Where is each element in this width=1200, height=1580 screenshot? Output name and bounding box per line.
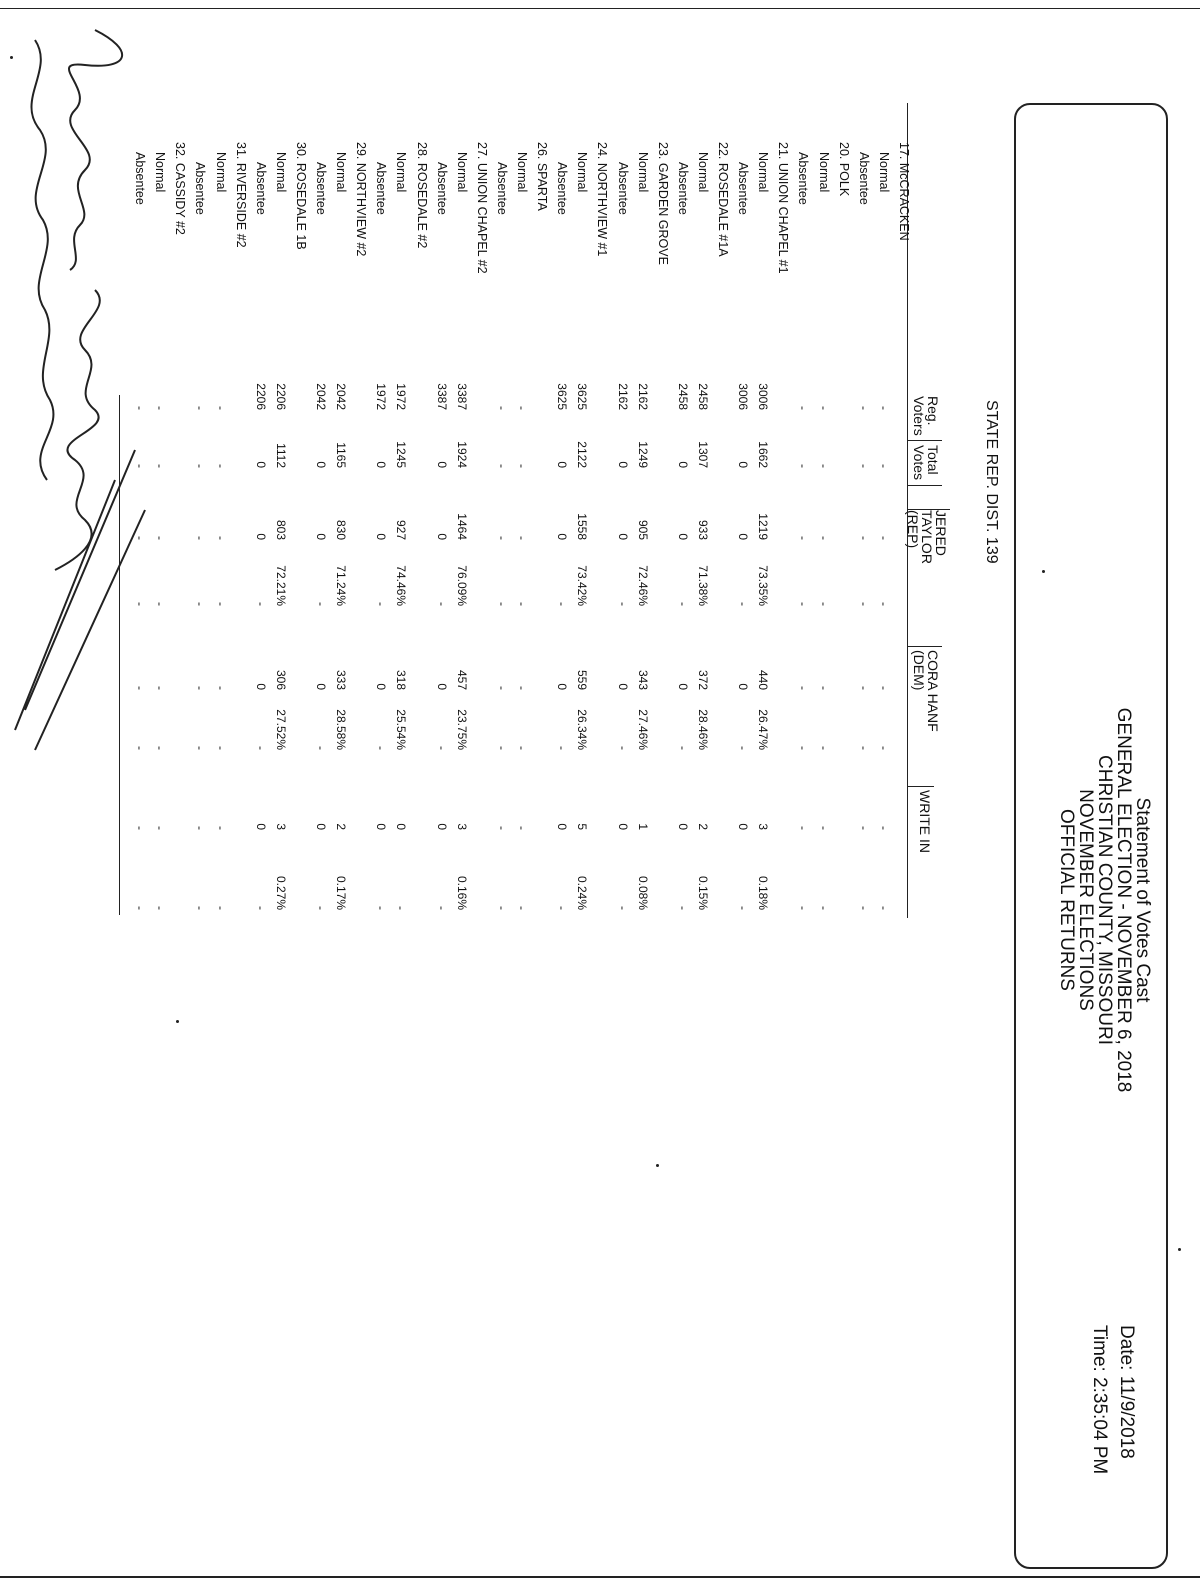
total-votes-cell: - [515, 464, 530, 468]
race-title: STATE REP. DIST. 139 [983, 400, 1000, 564]
hanf-votes-cell: 0 [675, 683, 690, 690]
writein-votes-cell: 5 [575, 823, 590, 830]
taylor-votes-cell: - [495, 536, 509, 540]
header-timestamp [1086, 1325, 1140, 1474]
hanf-pct-cell: 26.47% [756, 709, 771, 750]
header-rule [908, 646, 942, 647]
hanf-pct-cell: 26.34% [575, 709, 590, 750]
header-line: OFFICIAL RETURNS [1056, 809, 1077, 991]
hanf-votes-cell: - [515, 686, 530, 690]
reg-voters-cell: - [796, 406, 811, 410]
taylor-votes-cell: 0 [253, 533, 268, 540]
hanf-votes-cell: - [495, 686, 509, 690]
ballot-type-label: Normal [756, 152, 771, 193]
col-label: Voters [911, 396, 927, 436]
col-label: WRITE IN [917, 790, 933, 853]
total-votes-cell: 0 [736, 461, 751, 468]
ballot-type-label: Normal [334, 152, 349, 193]
header-line: Statement of Votes Cast [1132, 797, 1153, 1003]
reg-voters-cell: 2042 [314, 383, 329, 410]
precinct-name: 26. SPARTA [535, 142, 550, 211]
hanf-votes-cell: 0 [555, 683, 570, 690]
writein-pct-cell: - [615, 906, 630, 910]
writein-votes-cell: - [133, 826, 148, 830]
taylor-pct-cell: - [615, 602, 630, 606]
writein-votes-cell: - [796, 826, 811, 830]
ballot-type-label: Normal [816, 152, 831, 193]
taylor-votes-cell: - [796, 536, 811, 540]
reg-voters-cell: 3625 [555, 383, 570, 410]
hanf-pct-cell: - [736, 746, 751, 750]
total-votes-cell: 1112 [273, 443, 288, 468]
taylor-pct-cell: - [374, 602, 389, 606]
writein-pct-cell: - [133, 906, 148, 910]
writein-votes-cell: - [193, 826, 208, 830]
reg-voters-cell: 3006 [736, 383, 751, 410]
total-votes-cell: 1249 [635, 441, 650, 468]
writein-pct-cell: - [314, 906, 329, 910]
taylor-votes-cell: 0 [736, 533, 751, 540]
total-votes-cell: 1307 [696, 441, 710, 468]
reg-voters-cell: 3387 [454, 383, 469, 410]
col-label: Votes [911, 445, 927, 481]
header-line: NOVEMBER ELECTIONS [1075, 789, 1096, 1011]
scan-speck [10, 56, 13, 59]
ballot-type-label: Absentee [555, 162, 570, 215]
total-votes-cell: 0 [434, 461, 449, 468]
hanf-votes-cell: 0 [434, 683, 449, 690]
writein-votes-cell: 0 [394, 823, 409, 830]
precinct-name: 32. CASSIDY #2 [173, 142, 188, 235]
header-rule [908, 485, 942, 486]
ballot-type-label: Absentee [615, 162, 630, 215]
report-date: Date: 11/9/2018 [1116, 1325, 1137, 1459]
reg-voters-cell: 2458 [675, 383, 690, 410]
report-time: Time: 2:35:04 PM [1089, 1325, 1110, 1475]
writein-votes-cell: 0 [736, 823, 751, 830]
hanf-pct-cell: - [856, 746, 871, 750]
hanf-pct-cell: 28.58% [334, 709, 349, 750]
total-votes-cell: 0 [374, 461, 389, 468]
reg-voters-cell: 2042 [334, 383, 349, 410]
writein-votes-cell: 2 [696, 823, 710, 830]
col-write-in [918, 790, 932, 853]
total-votes-cell: - [796, 464, 811, 468]
hanf-votes-cell: 306 [273, 669, 288, 690]
hanf-pct-cell: - [816, 746, 831, 750]
writein-votes-cell: 2 [334, 823, 349, 830]
taylor-votes-cell: 1558 [575, 513, 590, 540]
hanf-pct-cell: 27.46% [635, 709, 650, 750]
col-label: Total [925, 445, 941, 475]
writein-votes-cell: 1 [635, 823, 650, 830]
hanf-pct-cell: - [193, 746, 208, 750]
writein-votes-cell: 0 [434, 823, 449, 830]
taylor-votes-cell: - [193, 536, 208, 540]
hanf-votes-cell: 0 [736, 683, 751, 690]
writein-votes-cell: 3 [454, 823, 469, 830]
ballot-type-label: Absentee [856, 152, 871, 205]
precinct-name: 27. UNION CHAPEL #2 [474, 142, 489, 274]
taylor-pct-cell: 71.24% [334, 565, 349, 606]
hanf-votes-cell: - [193, 686, 208, 690]
header-rule [908, 786, 934, 787]
hanf-votes-cell: - [856, 686, 871, 690]
writein-pct-cell: 0.18% [756, 875, 771, 910]
writein-pct-cell: - [675, 906, 690, 910]
hanf-pct-cell: - [515, 746, 530, 750]
taylor-pct-cell: - [153, 602, 168, 606]
total-votes-cell: - [856, 464, 871, 468]
hanf-votes-cell: 559 [575, 669, 590, 690]
taylor-votes-cell: 0 [434, 533, 449, 540]
hanf-votes-cell: 0 [314, 683, 329, 690]
taylor-pct-cell: 72.21% [273, 565, 288, 606]
precinct-name: 20. POLK [836, 142, 851, 197]
ballot-type-label: Absentee [253, 162, 268, 215]
writein-pct-cell: - [515, 906, 530, 910]
ballot-type-label: Absentee [675, 162, 690, 215]
reg-voters-cell: 3625 [575, 383, 590, 410]
taylor-votes-cell: - [153, 536, 168, 540]
taylor-votes-cell: 0 [675, 533, 690, 540]
writein-pct-cell: - [876, 906, 891, 910]
taylor-votes-cell: 803 [273, 519, 288, 540]
taylor-pct-cell: - [555, 602, 570, 606]
reg-voters-cell: - [133, 406, 148, 410]
reg-voters-cell: 2162 [635, 383, 650, 410]
taylor-votes-cell: 1219 [756, 513, 771, 540]
writein-votes-cell: 3 [273, 823, 288, 830]
hanf-votes-cell: - [876, 686, 891, 690]
taylor-pct-cell: - [133, 602, 148, 606]
taylor-votes-cell: - [515, 536, 530, 540]
taylor-votes-cell: 0 [555, 533, 570, 540]
writein-votes-cell: 0 [615, 823, 630, 830]
reg-voters-cell: 2458 [696, 383, 710, 410]
writein-pct-cell: - [796, 906, 811, 910]
taylor-pct-cell: 74.46% [394, 565, 409, 606]
total-votes-cell: 1245 [394, 441, 409, 468]
reg-voters-cell: - [495, 406, 509, 410]
col-candidate-hanf [912, 650, 940, 732]
total-votes-cell: 0 [314, 461, 329, 468]
hanf-votes-cell: - [213, 686, 228, 690]
hanf-pct-cell: - [153, 746, 168, 750]
writein-votes-cell: - [495, 826, 509, 830]
reg-voters-cell: 1972 [394, 383, 409, 410]
taylor-votes-cell: 1464 [454, 513, 469, 540]
total-votes-cell: 1662 [756, 441, 771, 468]
writein-votes-cell: - [515, 826, 530, 830]
writein-pct-cell: 0.16% [454, 875, 469, 910]
ballot-type-label: Normal [515, 152, 530, 193]
reg-voters-cell: - [193, 406, 208, 410]
header-line: CHRISTIAN COUNTY, MISSOURI [1094, 755, 1115, 1045]
hanf-pct-cell: - [314, 746, 329, 750]
reg-voters-cell: 2206 [253, 383, 268, 410]
taylor-votes-cell: 0 [374, 533, 389, 540]
header-line: GENERAL ELECTION - NOVEMBER 6, 2018 [1113, 707, 1134, 1093]
writein-pct-cell: 0.24% [575, 875, 590, 910]
taylor-pct-cell: - [675, 602, 690, 606]
col-label: Reg. [925, 396, 941, 426]
hanf-votes-cell: - [133, 686, 148, 690]
hanf-pct-cell: - [253, 746, 268, 750]
taylor-votes-cell: - [876, 536, 891, 540]
total-votes-cell: 1924 [454, 441, 469, 468]
writein-pct-cell: - [555, 906, 570, 910]
hanf-votes-cell: 457 [454, 669, 469, 690]
writein-pct-cell: - [816, 906, 831, 910]
writein-votes-cell: 0 [555, 823, 570, 830]
scan-speck [656, 1164, 659, 1167]
precinct-name: 29. NORTHVIEW #2 [354, 142, 369, 257]
ballot-type-label: Absentee [736, 162, 751, 215]
precinct-name: 17. McCRACKEN [897, 142, 911, 241]
ballot-type-label: Absentee [374, 162, 389, 215]
reg-voters-cell: - [153, 406, 168, 410]
total-votes-cell: 2122 [575, 441, 590, 468]
hanf-pct-cell: 23.75% [454, 709, 469, 750]
taylor-pct-cell: 76.09% [454, 565, 469, 606]
hanf-votes-cell: 440 [756, 669, 771, 690]
total-votes-cell: - [876, 464, 891, 468]
total-votes-cell: 0 [675, 461, 690, 468]
col-candidate-taylor [906, 510, 948, 564]
hanf-pct-cell: - [796, 746, 811, 750]
reg-voters-cell: 3006 [756, 383, 771, 410]
taylor-pct-cell: 73.42% [575, 565, 590, 606]
taylor-pct-cell: 72.46% [635, 565, 650, 606]
taylor-votes-cell: 927 [394, 519, 409, 540]
total-votes-cell: 0 [253, 461, 268, 468]
total-votes-cell: 0 [615, 461, 630, 468]
scan-speck [176, 1020, 179, 1023]
taylor-votes-cell: - [133, 536, 148, 540]
writein-pct-cell: - [213, 906, 228, 910]
writein-pct-cell: 0.15% [696, 875, 710, 910]
writein-pct-cell: - [495, 906, 509, 910]
col-label: (DEM) [911, 650, 927, 691]
taylor-pct-cell: - [213, 602, 228, 606]
scan-speck [1178, 1248, 1181, 1251]
precinct-name: 23. GARDEN GROVE [655, 142, 670, 265]
taylor-votes-cell: 0 [615, 533, 630, 540]
writein-pct-cell: - [856, 906, 871, 910]
precinct-name: 24. NORTHVIEW #1 [595, 142, 610, 257]
taylor-votes-cell: - [213, 536, 228, 540]
hanf-pct-cell: - [133, 746, 148, 750]
writein-pct-cell: - [374, 906, 389, 910]
reg-voters-cell: - [856, 406, 871, 410]
hanf-pct-cell: 28.46% [696, 709, 710, 750]
hanf-votes-cell: - [153, 686, 168, 690]
writein-votes-cell: - [153, 826, 168, 830]
writein-pct-cell: 0.08% [635, 875, 650, 910]
ballot-type-label: Absentee [133, 152, 148, 205]
taylor-pct-cell: 71.38% [696, 565, 710, 606]
hanf-votes-cell: 0 [374, 683, 389, 690]
reg-voters-cell: - [876, 406, 891, 410]
hanf-pct-cell: - [495, 746, 509, 750]
hanf-pct-cell: - [615, 746, 630, 750]
taylor-pct-cell: - [495, 602, 509, 606]
total-votes-cell: - [213, 464, 228, 468]
writein-pct-cell: - [193, 906, 208, 910]
ballot-type-label: Normal [575, 152, 590, 193]
reg-voters-cell: - [816, 406, 831, 410]
hanf-pct-cell: - [876, 746, 891, 750]
ballot-type-label: Absentee [495, 162, 509, 215]
hanf-votes-cell: 343 [635, 669, 650, 690]
writein-pct-cell: 0.17% [334, 875, 349, 910]
precinct-name: 31. RIVERSIDE #2 [233, 142, 248, 248]
taylor-pct-cell: - [796, 602, 811, 606]
total-votes-cell: - [816, 464, 831, 468]
precinct-name: 22. ROSEDALE #1A [716, 142, 731, 257]
writein-votes-cell: 0 [253, 823, 268, 830]
hanf-votes-cell: 333 [334, 669, 349, 690]
ballot-type-label: Normal [213, 152, 228, 193]
ballot-type-label: Absentee [434, 162, 449, 215]
taylor-pct-cell: 73.35% [756, 565, 771, 606]
taylor-pct-cell: - [736, 602, 751, 606]
ballot-type-label: Absentee [193, 162, 208, 215]
taylor-votes-cell: - [856, 536, 871, 540]
hanf-pct-cell: 27.52% [273, 709, 288, 750]
ballot-type-label: Normal [273, 152, 288, 193]
precinct-name: 28. ROSEDALE #2 [414, 142, 429, 249]
hanf-pct-cell: - [213, 746, 228, 750]
taylor-votes-cell: 905 [635, 519, 650, 540]
writein-votes-cell: 0 [314, 823, 329, 830]
hanf-pct-cell: - [374, 746, 389, 750]
taylor-pct-cell: - [856, 602, 871, 606]
writein-votes-cell: - [856, 826, 871, 830]
reg-voters-cell: 2162 [615, 383, 630, 410]
ballot-type-label: Absentee [796, 152, 811, 205]
col-total-votes [912, 445, 940, 480]
writein-pct-cell: 0.27% [273, 875, 288, 910]
ballot-type-label: Absentee [314, 162, 329, 215]
total-votes-cell: - [193, 464, 208, 468]
col-reg-voters [912, 396, 940, 436]
hanf-votes-cell: 372 [696, 669, 710, 690]
ballot-type-label: Normal [153, 152, 168, 193]
reg-voters-cell: 3387 [434, 383, 449, 410]
writein-votes-cell: - [876, 826, 891, 830]
ballot-type-label: Normal [394, 152, 409, 193]
signature-image [5, 10, 155, 770]
precinct-name: 30. ROSEDALE 1B [294, 142, 308, 250]
reg-voters-cell: 2206 [273, 383, 288, 410]
hanf-pct-cell: 25.54% [394, 709, 409, 750]
writein-votes-cell: - [213, 826, 228, 830]
report-header [1014, 103, 1168, 1569]
ballot-type-label: Normal [454, 152, 469, 193]
reg-voters-cell: - [213, 406, 228, 410]
writein-pct-cell: - [434, 906, 449, 910]
taylor-pct-cell: - [434, 602, 449, 606]
total-votes-cell: 1165 [334, 442, 349, 468]
col-label: JERED [933, 510, 949, 556]
taylor-pct-cell: - [816, 602, 831, 606]
reg-voters-cell: - [515, 406, 530, 410]
taylor-pct-cell: - [876, 602, 891, 606]
hanf-votes-cell: 0 [615, 683, 630, 690]
header-rule [908, 440, 942, 441]
writein-pct-cell: - [736, 906, 751, 910]
total-votes-cell: - [133, 464, 148, 468]
taylor-votes-cell: 830 [334, 519, 349, 540]
taylor-pct-cell: - [193, 602, 208, 606]
writein-pct-cell: - [153, 906, 168, 910]
taylor-pct-cell: - [515, 602, 530, 606]
hanf-pct-cell: - [675, 746, 690, 750]
hanf-votes-cell: 0 [253, 683, 268, 690]
hanf-pct-cell: - [555, 746, 570, 750]
hanf-votes-cell: - [816, 686, 831, 690]
total-votes-cell: 0 [555, 461, 570, 468]
writein-votes-cell: 0 [675, 823, 690, 830]
col-label: CORA HANF [925, 650, 941, 732]
writein-pct-cell: - [253, 906, 268, 910]
total-votes-cell: - [153, 464, 168, 468]
taylor-votes-cell: 933 [696, 519, 710, 540]
hanf-pct-cell: - [434, 746, 449, 750]
taylor-pct-cell: - [253, 602, 268, 606]
writein-pct-cell: - [394, 906, 409, 910]
header-rule [908, 509, 950, 510]
taylor-pct-cell: - [314, 602, 329, 606]
precinct-name: 21. UNION CHAPEL #1 [776, 142, 791, 274]
taylor-votes-cell: 0 [314, 533, 329, 540]
ballot-type-label: Normal [876, 152, 891, 193]
scan-speck [1042, 570, 1045, 573]
hanf-votes-cell: - [796, 686, 811, 690]
writein-votes-cell: - [816, 826, 831, 830]
hanf-votes-cell: 318 [394, 669, 409, 690]
ballot-type-label: Normal [696, 152, 710, 193]
ballot-type-label: Normal [635, 152, 650, 193]
reg-voters-cell: 1972 [374, 383, 389, 410]
total-votes-cell: - [495, 464, 509, 468]
taylor-votes-cell: - [816, 536, 831, 540]
header-title-block [1057, 665, 1152, 1135]
writein-votes-cell: 3 [756, 823, 771, 830]
writein-votes-cell: 0 [374, 823, 389, 830]
col-label: (REP) [905, 510, 921, 549]
col-label: TAYLOR [919, 510, 935, 564]
